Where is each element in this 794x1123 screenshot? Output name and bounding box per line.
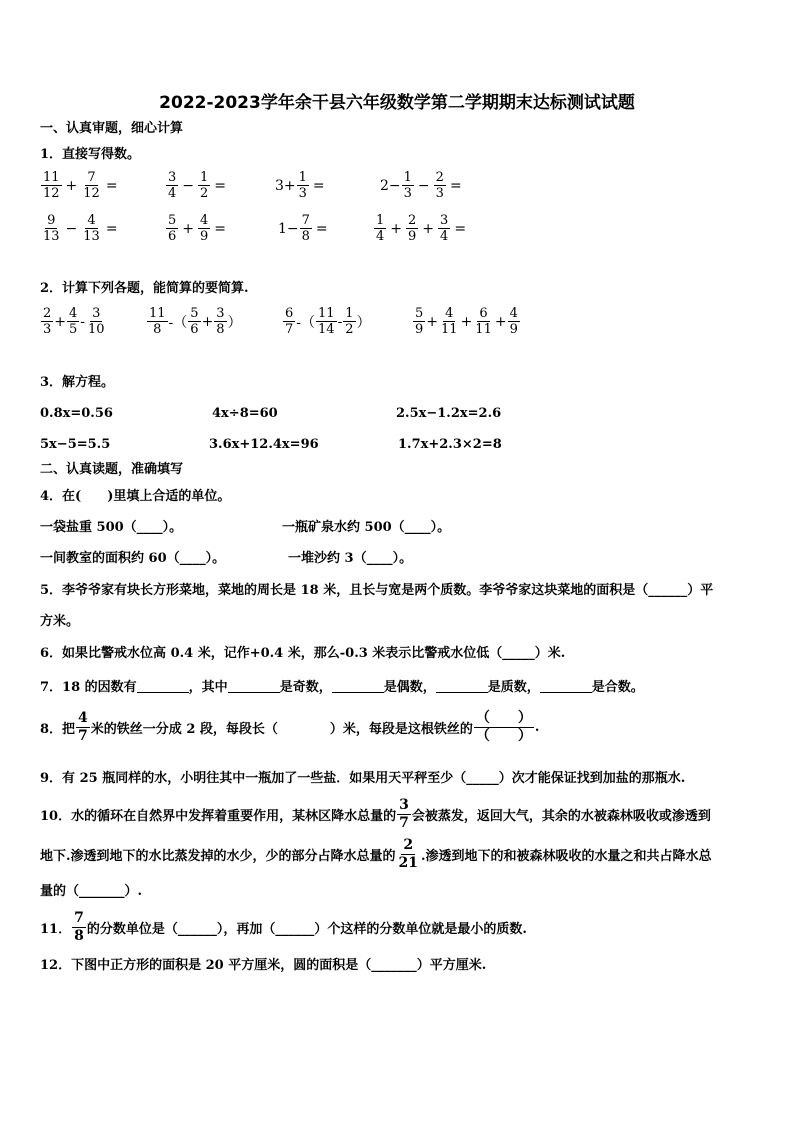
answer-blank xyxy=(228,678,280,693)
fraction: $\frac{1}{3}$ xyxy=(298,170,307,201)
answer-blank xyxy=(332,678,384,693)
fraction: $\frac{6}{11}$ xyxy=(475,306,492,337)
question-5-line1: 5．李爷爷家有块长方形菜地，菜地的周长是 18 米，且长与宽是两个质数。李爷爷家这块菜地的面积是（______）平 xyxy=(40,583,714,598)
q1-expression: $\frac{9}{13}$ − $\frac{4}{13}$ = xyxy=(43,213,118,244)
answer-blank xyxy=(436,678,488,693)
q2-expression: $\frac{6}{7}$ -（ $\frac{11}{14}$ - $\frac{1}{2}$ ） xyxy=(285,306,371,337)
fraction: $\frac{3}{8}$ xyxy=(216,306,225,337)
q4-item: 一瓶矿泉水约 500（____）。 xyxy=(282,520,451,535)
fraction: $\frac{7}{12}$ xyxy=(83,170,100,201)
q1-expression: $\frac{11}{12}$ + $\frac{7}{12}$ = xyxy=(43,170,118,201)
fraction: $\frac{5}{9}$ xyxy=(415,306,424,337)
question-5-line2: 方米。 xyxy=(40,614,80,629)
fraction: $\frac{9}{13}$ xyxy=(43,213,60,244)
q4-item: 一袋盐重 500（____）。 xyxy=(40,520,183,535)
fraction: $\frac{2}{3}$ xyxy=(43,306,52,337)
fraction: $\frac{1}{2}$ xyxy=(345,306,354,337)
question-9: 9．有 25 瓶同样的水，小明往其中一瓶加了一些盐．如果用天平秤至少（_____）次才能保证找到加盐的那瓶水. xyxy=(40,771,686,786)
fraction: $\frac{7}{8}$ xyxy=(74,910,84,944)
equation: 5x−5=5.5 xyxy=(40,437,111,452)
answer-blank xyxy=(540,678,592,693)
fraction: $\frac{4}{9}$ xyxy=(200,213,209,244)
fraction: $\frac{2}{21}$ xyxy=(398,837,419,871)
fraction: $\frac{4}{5}$ xyxy=(69,306,78,337)
section-heading-1: 一、认真审题，细心计算 xyxy=(40,121,184,136)
answer-blank xyxy=(137,678,189,693)
question-2-label: 2．计算下列各题，能简算的要简算. xyxy=(40,281,249,296)
question-8: 8．把 $\frac{4}{7}$ 米的铁丝一分成 2 段，每段长（ ）米，每段是这根铁丝的 $\frac{( )}{( )}$ . xyxy=(40,710,540,744)
fraction: $\frac{11}{8}$ xyxy=(149,306,166,337)
equation: 4x÷8=60 xyxy=(212,406,278,421)
q2-expression: $\frac{2}{3}$ + $\frac{4}{5}$ - $\frac{3}{10}$ xyxy=(43,306,105,337)
fraction: $\frac{2}{9}$ xyxy=(408,213,417,244)
q4-item: 一间教室的面积约 60（____）。 xyxy=(40,551,226,566)
q1-expression: $\frac{5}{6}$ + $\frac{4}{9}$ = xyxy=(168,213,227,244)
equation: 0.8x=0.56 xyxy=(40,406,113,421)
question-11: 11． $\frac{7}{8}$ 的分数单位是（______），再加（______）个这样的分数单位就是最小的质数. xyxy=(40,910,527,944)
question-10-line2: 地下.渗透到地下的水比蒸发掉的水少，少的部分占降水总量的 $\frac{2}{21}$ .渗透到地下的和被森林吸收的水量之和共占降水总 xyxy=(40,837,712,871)
fraction: $\frac{3}{7}$ xyxy=(399,797,409,831)
fraction: $\frac{4}{11}$ xyxy=(441,306,458,337)
page-title: 2022-2023学年余干县六年级数学第二学期期末达标测试试题 xyxy=(159,93,635,113)
fraction: $\frac{1}{4}$ xyxy=(376,213,385,244)
fraction: $\frac{4}{9}$ xyxy=(509,306,518,337)
fraction: $\frac{11}{12}$ xyxy=(43,170,60,201)
question-1-label: 1．直接写得数。 xyxy=(40,147,141,162)
question-3-label: 3．解方程。 xyxy=(40,375,115,390)
question-4-label: 4．在( )里填上合适的单位。 xyxy=(40,489,231,504)
question-10-line1: 10．水的循环在自然界中发挥着重要作用，某林区降水总量的 $\frac{3}{7}$ 会被蒸发，返回大气，其余的水被森林吸收或渗透到 xyxy=(40,797,711,831)
question-12: 12．下图中正方形的面积是 20 平方厘米，圆的面积是（_______）平方厘米. xyxy=(40,958,487,973)
equation: 1.7x+2.3×2=8 xyxy=(398,437,502,452)
fraction: $\frac{5}{6}$ xyxy=(190,306,199,337)
answer-fraction-blank: $\frac{( )}{( )}$ xyxy=(475,710,532,744)
fraction: $\frac{4}{7}$ xyxy=(78,710,88,744)
q1-expression: 3+ $\frac{1}{3}$ = xyxy=(275,170,325,201)
fraction: $\frac{3}{10}$ xyxy=(88,306,105,337)
question-10-line3: 量的（_______）. xyxy=(40,884,143,899)
q4-item: 一堆沙约 3（____）。 xyxy=(288,551,413,566)
fraction: $\frac{2}{3}$ xyxy=(435,170,444,201)
fraction: $\frac{1}{2}$ xyxy=(200,170,209,201)
q1-expression: 2− $\frac{1}{3}$ − $\frac{2}{3}$ = xyxy=(380,170,462,201)
q1-expression: $\frac{3}{4}$ − $\frac{1}{2}$ = xyxy=(168,170,227,201)
q1-expression: 1− $\frac{7}{8}$ = xyxy=(278,213,328,244)
equation: 3.6x+12.4x=96 xyxy=(209,437,319,452)
fraction: $\frac{5}{6}$ xyxy=(168,213,177,244)
fraction: $\frac{11}{14}$ xyxy=(318,306,335,337)
fraction: $\frac{3}{4}$ xyxy=(440,213,449,244)
fraction: $\frac{4}{13}$ xyxy=(83,213,100,244)
fraction: $\frac{3}{4}$ xyxy=(168,170,177,201)
fraction: $\frac{1}{3}$ xyxy=(403,170,412,201)
equation: 2.5x−1.2x=2.6 xyxy=(396,406,502,421)
question-6: 6．如果比警戒水位高 0.4 米，记作+0.4 米，那么-0.3 米表示比警戒水位低（_____）米. xyxy=(40,646,566,661)
q2-expression: $\frac{5}{9}$ + $\frac{4}{11}$ + $\frac{6}{11}$ + $\frac{4}{9}$ xyxy=(415,306,518,337)
fraction: $\frac{6}{7}$ xyxy=(285,306,294,337)
q1-expression: $\frac{1}{4}$ + $\frac{2}{9}$ + $\frac{3}{4}$ = xyxy=(376,213,467,244)
q2-expression: $\frac{11}{8}$ -（ $\frac{5}{6}$ + $\frac{3}{8}$ ） xyxy=(149,306,242,337)
fraction: $\frac{7}{8}$ xyxy=(301,213,310,244)
question-7: 7．18 的因数有 ，其中 是奇数， 是偶数， 是质数， 是合数。 xyxy=(40,680,644,695)
section-heading-2: 二、认真读题，准确填写 xyxy=(40,462,184,477)
